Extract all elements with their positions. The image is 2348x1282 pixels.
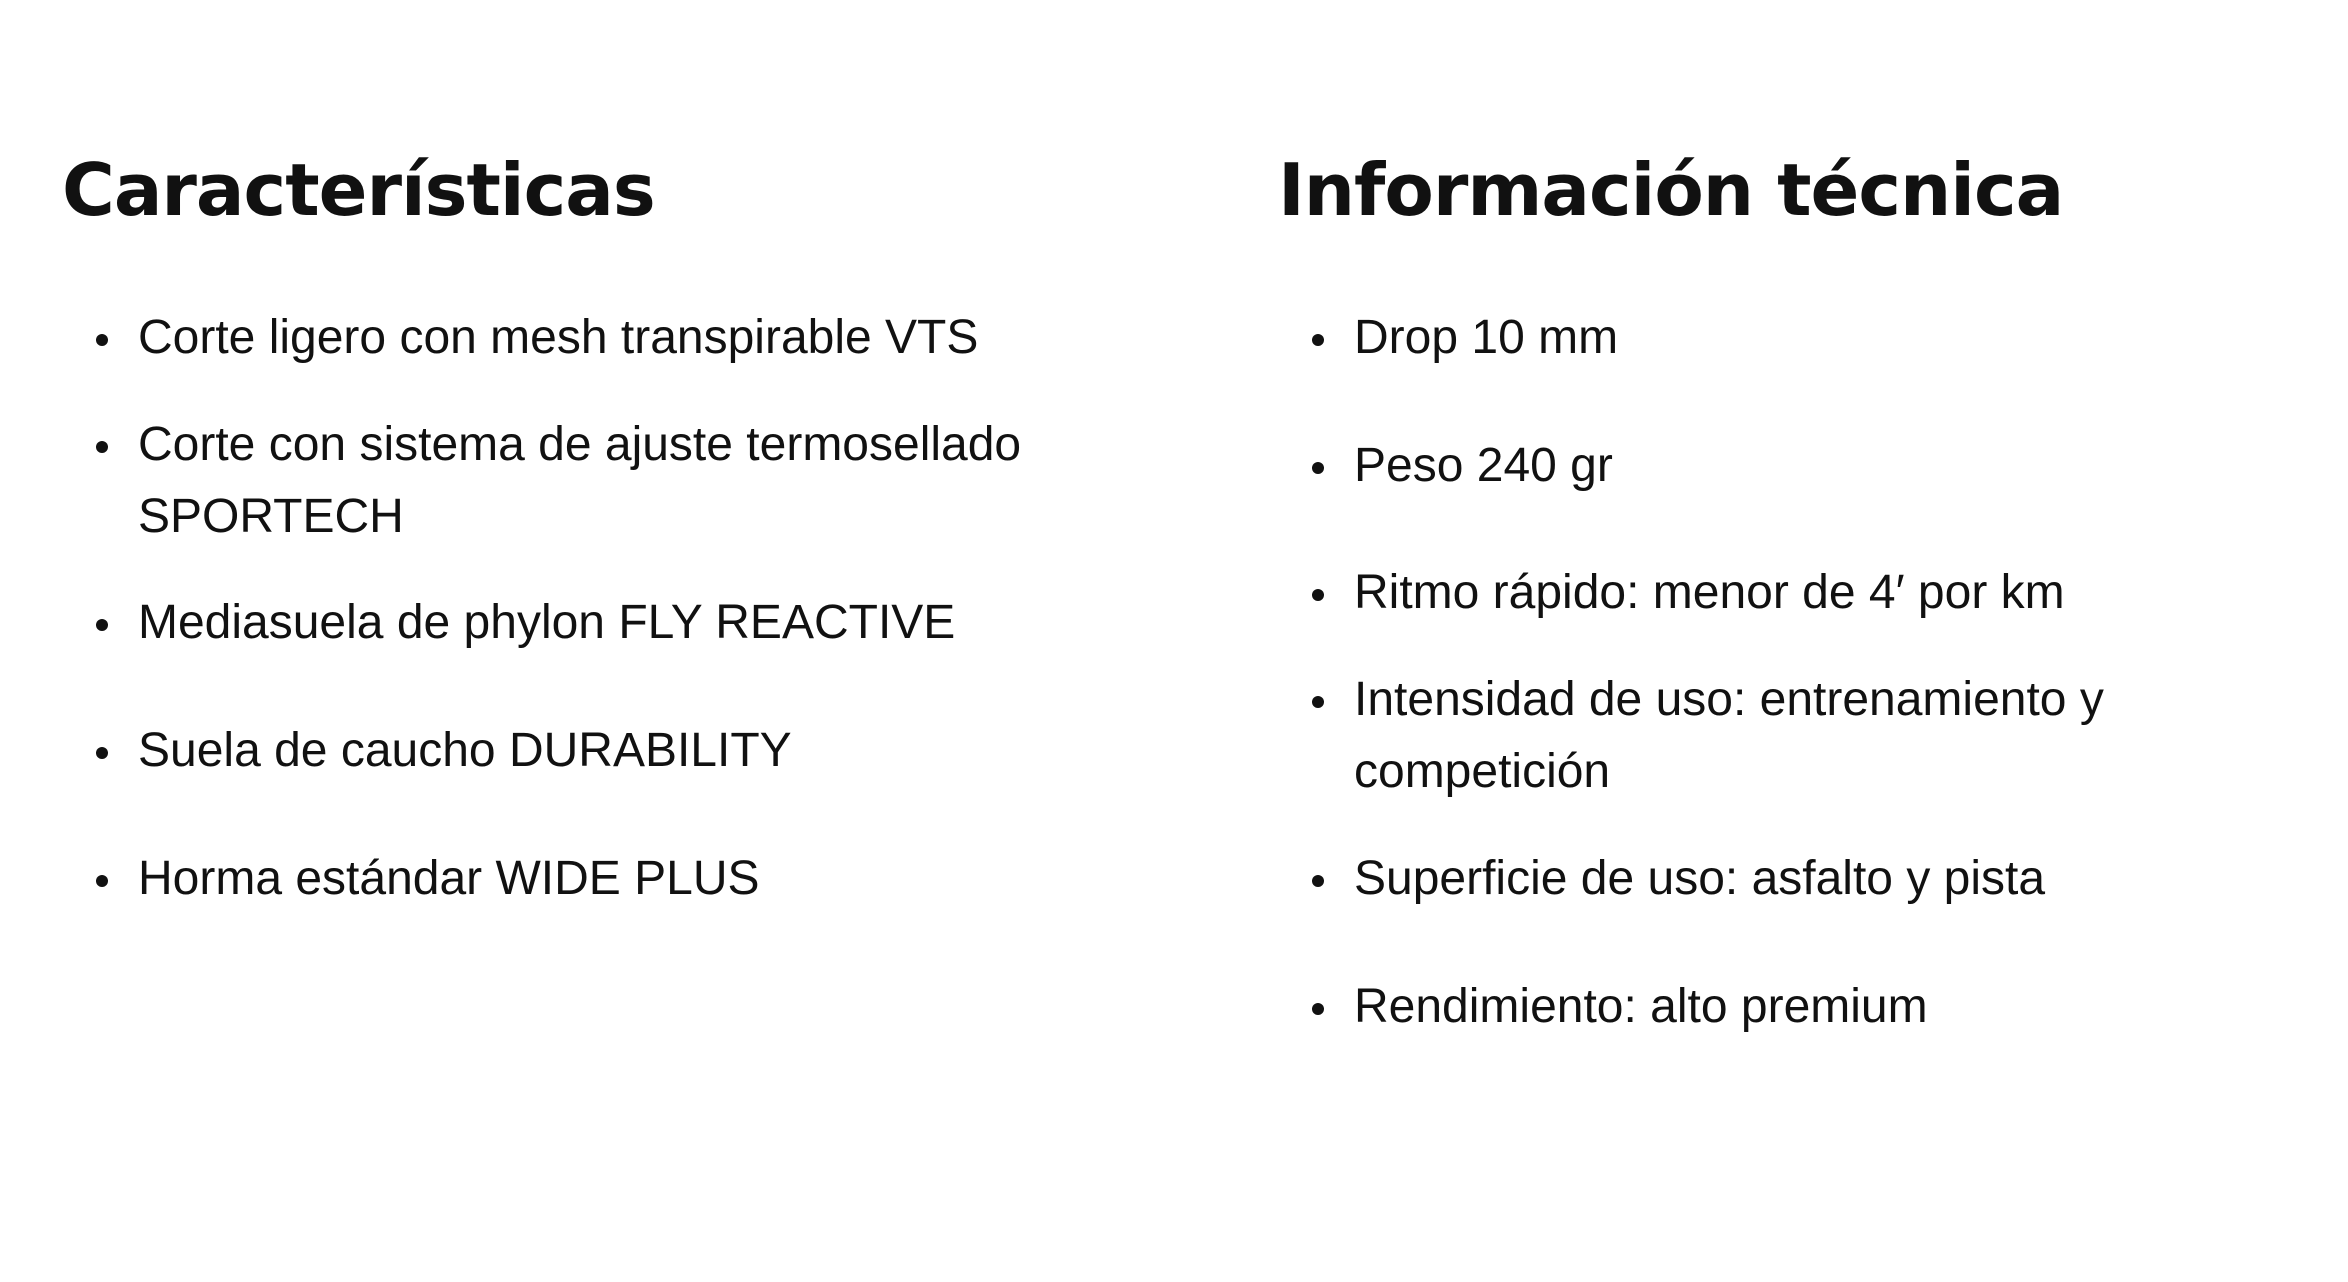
list-item-text: Intensidad de uso: entrenamiento y — [1354, 673, 2104, 726]
list-item — [138, 587, 955, 659]
list-item-text: Drop 10 mm — [1354, 311, 1619, 364]
list-item-text: Peso 240 gr — [1354, 439, 1613, 492]
bullet-icon — [1312, 875, 1324, 887]
list-item — [138, 409, 1021, 553]
bullet-icon — [96, 875, 108, 887]
list-item-text: Mediasuela de phylon FLY REACTIVE — [138, 596, 956, 649]
list-item-text-continued: SPORTECH — [138, 490, 404, 543]
list-item-text: Horma estándar WIDE PLUS — [138, 852, 760, 905]
bullet-icon — [1312, 334, 1324, 346]
bullet-icon — [1312, 589, 1324, 601]
list-item-text: Corte ligero con mesh transpirable VTS — [138, 311, 979, 364]
bullet-icon — [96, 747, 108, 759]
list-item-text: Ritmo rápido: menor de 4′ por km — [1354, 566, 2065, 619]
list-item-text: Rendimiento: alto premium — [1354, 980, 1928, 1033]
list-item-text: Corte con sistema de ajuste termosellado — [138, 418, 1022, 471]
list-item — [1354, 843, 2045, 915]
technical-title: Información técnica — [1278, 148, 2064, 232]
list-item — [138, 843, 760, 915]
bullet-icon — [96, 334, 108, 346]
list-item-text-continued: competición — [1354, 745, 1611, 798]
list-item — [1354, 557, 2065, 629]
list-item — [1354, 664, 2104, 808]
bullet-icon — [1312, 462, 1324, 474]
bullet-icon — [96, 441, 108, 453]
bullet-icon — [96, 619, 108, 631]
features-title: Características — [62, 148, 655, 232]
list-item — [1354, 302, 1618, 374]
list-item-text: Suela de caucho DURABILITY — [138, 724, 792, 777]
list-item — [1354, 430, 1613, 502]
list-item-text: Superficie de uso: asfalto y pista — [1354, 852, 2046, 905]
bullet-icon — [1312, 696, 1324, 708]
list-item — [138, 302, 978, 374]
list-item — [138, 715, 792, 787]
list-item — [1354, 971, 1928, 1043]
bullet-icon — [1312, 1003, 1324, 1015]
